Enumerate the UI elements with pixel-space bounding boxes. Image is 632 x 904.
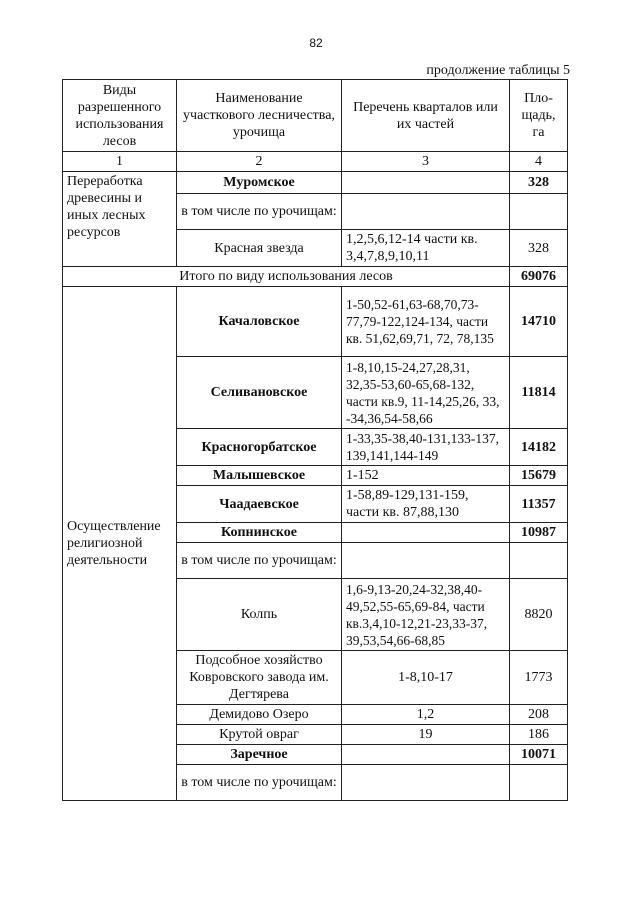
forestry-name: Красногорбатское [177, 429, 342, 466]
area-cell: 15679 [510, 466, 568, 486]
table-row [63, 287, 568, 357]
area-cell: 8820 [510, 579, 568, 651]
quarters-cell [342, 543, 510, 579]
column-number-row [63, 152, 568, 172]
tract-name: Подсобное хозяйство Ковровского завода им. Дегтярева [177, 651, 342, 705]
forest-use-table [62, 79, 568, 801]
area-cell: 14182 [510, 429, 568, 466]
table-row [63, 172, 568, 194]
forestry-name: Копнинское [177, 523, 342, 543]
area-cell [510, 543, 568, 579]
total-area: 69076 [510, 267, 568, 287]
total-label: Итого по виду использования лесов [63, 267, 510, 287]
continuation-caption: продолжение таблицы 5 [426, 63, 570, 78]
area-cell: 328 [510, 230, 568, 267]
quarters-cell: 1-8,10-17 [342, 651, 510, 705]
including-label: в том числе по урочищам: [177, 765, 342, 801]
forestry-name: Малышевское [177, 466, 342, 486]
quarters-cell [342, 172, 510, 194]
header-col-quarters: Перечень кварталов или их частей [342, 80, 510, 152]
area-cell: 10071 [510, 745, 568, 765]
header-col-use-type: Виды разрешенного использования лесов [63, 80, 177, 152]
area-cell: 11814 [510, 357, 568, 429]
group-label: Переработка древесины и иных лесных ресурсов [63, 172, 177, 267]
quarters-cell: 1-58,89-129,131-159, части кв. 87,88,130 [342, 486, 510, 523]
forestry-name: Селивановское [177, 357, 342, 429]
header-row [63, 80, 568, 152]
area-cell: 14710 [510, 287, 568, 357]
area-cell [510, 194, 568, 230]
col-number-3: 3 [342, 152, 510, 172]
area-cell: 208 [510, 705, 568, 725]
forestry-name: Заречное [177, 745, 342, 765]
page-number: 82 [309, 36, 323, 50]
tract-name: Демидово Озеро [177, 705, 342, 725]
col-number-4: 4 [510, 152, 568, 172]
header-col-area: Пло-щадь, га [510, 80, 568, 152]
tract-name: Крутой овраг [177, 725, 342, 745]
area-cell: 1773 [510, 651, 568, 705]
tract-name: Колпь [177, 579, 342, 651]
quarters-cell [342, 765, 510, 801]
quarters-cell [342, 745, 510, 765]
quarters-cell: 19 [342, 725, 510, 745]
quarters-cell: 1-152 [342, 466, 510, 486]
quarters-cell: 1-33,35-38,40-131,133-137, 139,141,144-149 [342, 429, 510, 466]
quarters-cell: 1,6-9,13-20,24-32,38,40-49,52,55-65,69-84, части кв.3,4,10-12,21-23,33-37, 39,53,54,66-68,85 [342, 579, 510, 651]
group-label: Осуществление религиозной деятельности [63, 287, 177, 801]
forestry-name: Чаадаевское [177, 486, 342, 523]
forestry-name: Муромское [177, 172, 342, 194]
quarters-cell [342, 523, 510, 543]
quarters-cell: 1-50,52-61,63-68,70,73-77,79-122,124-134, части кв. 51,62,69,71, 72, 78,135 [342, 287, 510, 357]
including-label: в том числе по урочищам: [177, 543, 342, 579]
including-label: в том числе по урочищам: [177, 194, 342, 230]
forestry-name: Качаловское [177, 287, 342, 357]
header-col-forestry: Наименование участкового лесничества, урочища [177, 80, 342, 152]
area-cell [510, 765, 568, 801]
col-number-2: 2 [177, 152, 342, 172]
area-cell: 11357 [510, 486, 568, 523]
quarters-cell [342, 194, 510, 230]
col-number-1: 1 [63, 152, 177, 172]
quarters-cell: 1-8,10,15-24,27,28,31, 32,35-53,60-65,68-132, части кв.9, 11-14,25,26, 33, -34,36,54-58,66 [342, 357, 510, 429]
quarters-cell: 1,2 [342, 705, 510, 725]
area-cell: 186 [510, 725, 568, 745]
area-cell: 328 [510, 172, 568, 194]
area-cell: 10987 [510, 523, 568, 543]
tract-name: Красная звезда [177, 230, 342, 267]
quarters-cell: 1,2,5,6,12-14 части кв. 3,4,7,8,9,10,11 [342, 230, 510, 267]
total-row [63, 267, 568, 287]
